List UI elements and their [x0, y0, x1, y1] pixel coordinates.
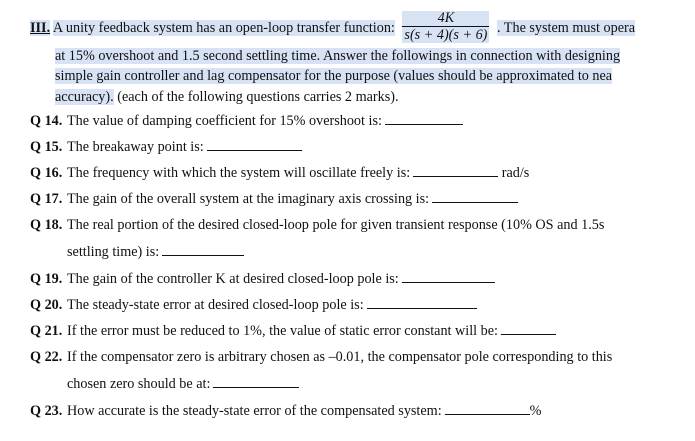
answer-blank[interactable] — [501, 322, 556, 335]
transfer-function — [402, 11, 489, 43]
intro-text-4-highlight: accuracy). — [55, 89, 114, 105]
answer-blank[interactable] — [432, 190, 518, 203]
answer-blank[interactable] — [385, 112, 463, 125]
tf-denominator: s(s + 4)(s + 6) — [404, 27, 488, 43]
tf-numerator: 4K — [437, 10, 455, 26]
question-number: Q 17. — [30, 191, 63, 207]
question-text: The real portion of the desired closed-loop pole for given transient response (10% OS and 1.5s — [67, 217, 605, 233]
question-text: If the error must be reduced to 1%, the value of static error constant will be: — [67, 323, 498, 339]
question-23 — [30, 402, 541, 420]
answer-unit: rad/s — [501, 165, 530, 181]
intro-text-1-post: . The system must opera — [496, 20, 636, 37]
answer-blank[interactable] — [445, 402, 530, 415]
answer-blank[interactable] — [413, 164, 498, 177]
intro-text-1: A unity feedback system has an open-loop transfer function: — [52, 20, 395, 37]
question-number: Q 14. — [30, 113, 63, 129]
question-20 — [30, 296, 477, 314]
intro-line-1 — [30, 10, 636, 45]
question-15 — [30, 138, 302, 156]
question-number: Q 20. — [30, 297, 63, 313]
question-number: Q 16. — [30, 165, 63, 181]
question-text: The gain of the overall system at the imaginary axis crossing is: — [67, 191, 430, 207]
question-17 — [30, 190, 518, 208]
answer-blank[interactable] — [213, 375, 299, 388]
question-18 — [30, 217, 604, 234]
answer-blank[interactable] — [207, 138, 302, 151]
question-number: Q 19. — [30, 271, 63, 287]
question-18-continued — [67, 243, 244, 261]
question-22-continued — [67, 375, 299, 393]
intro-line-2 — [55, 48, 620, 65]
question-text: The steady-state error at desired closed-loop pole is: — [67, 297, 364, 313]
question-number: Q 18. — [30, 217, 63, 233]
question-19 — [30, 270, 495, 288]
intro-text-4: (each of the following questions carries 2 marks). — [113, 89, 399, 105]
question-text: The gain of the controller K at desired closed-loop pole is: — [67, 271, 399, 287]
intro-line-3 — [55, 68, 612, 85]
question-16 — [30, 164, 529, 182]
answer-blank[interactable] — [162, 243, 244, 256]
question-text: If the compensator zero is arbitrary chosen as –0.01, the compensator pole corresponding to this — [67, 349, 613, 365]
question-text: The value of damping coefficient for 15% overshoot is: — [67, 113, 382, 129]
question-text: The frequency with which the system will oscillate freely is: — [67, 165, 411, 181]
question-number: Q 15. — [30, 139, 63, 155]
question-number: Q 22. — [30, 349, 63, 365]
answer-blank[interactable] — [402, 270, 495, 283]
intro-text-2: at 15% overshoot and 1.5 second settling time. Answer the followings in connection with designing — [55, 48, 621, 64]
question-14 — [30, 112, 463, 130]
question-number: Q 21. — [30, 323, 63, 339]
question-22 — [30, 349, 612, 366]
question-text: How accurate is the steady-state error of the compensated system: — [67, 403, 442, 419]
answer-blank[interactable] — [367, 296, 477, 309]
answer-unit: % — [529, 403, 542, 419]
question-text-continued: settling time) is: — [67, 244, 160, 260]
question-text: The breakaway point is: — [67, 139, 204, 155]
section-label: III. — [30, 20, 51, 37]
intro-text-3: simple gain controller and lag compensator for the purpose (values should be approximated to nea — [55, 68, 613, 84]
question-21 — [30, 322, 556, 340]
intro-line-4 — [55, 89, 399, 106]
question-text-continued: chosen zero should be at: — [67, 376, 211, 392]
question-number: Q 23. — [30, 403, 63, 419]
